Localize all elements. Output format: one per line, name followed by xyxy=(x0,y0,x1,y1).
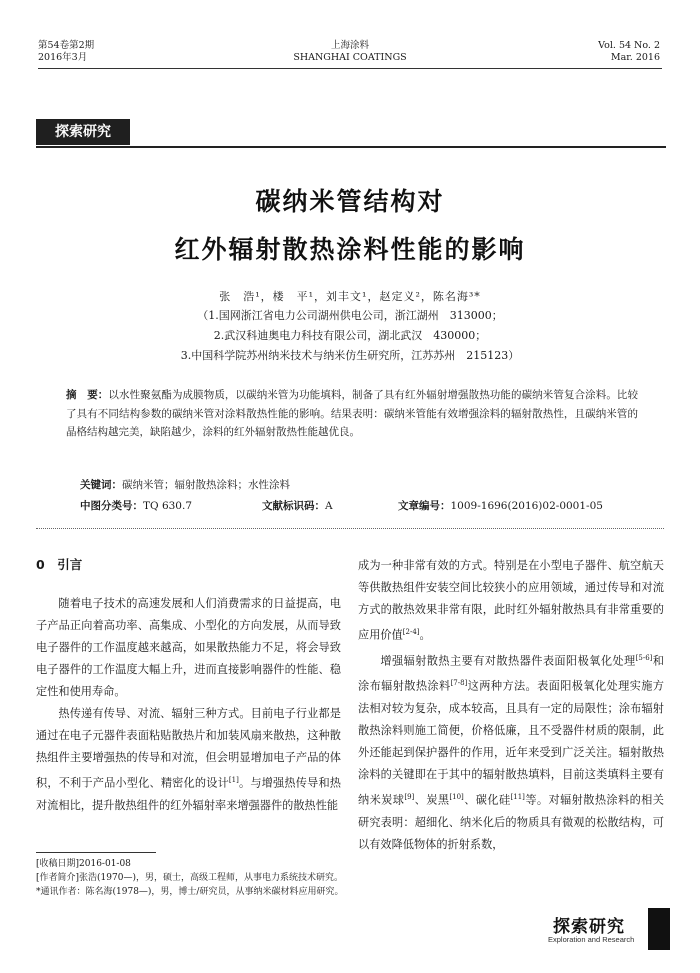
abstract-text: 以水性聚氨酯为成膜物质，以碳纳米管为功能填料，制备了具有红外辐射增强散热功能的碳纳米管复合涂料。比较了具有不同结构参数的碳纳米管对涂料散热性能的影响。结果表明：碳纳米管能有效增强涂料的辐射散热性，且碳纳米管的晶格结构越完美，缺陷越少，涂料的红外辐射散热性能越优良。 xyxy=(66,389,639,438)
abstract-label: 摘 要： xyxy=(66,389,109,401)
paragraph: 随着电子技术的高速发展和人们消费需求的日益提高，电子产品正向着高功率、高集成、小型化的方向发展，从而导致电子器件的工作温度越来越高，如果散热能力不足，将会导致电子器件的工作温度大幅上升，进而直接影响器件的性能、稳定性和使用寿命。 xyxy=(36,597,341,698)
corner-block xyxy=(648,908,670,950)
paragraph-text: 等。对辐射散热涂料的相关研究表明：超细化、纳米化后的物质具有微观的松散结构，可以有效降低物体的折射系数， xyxy=(358,793,664,851)
citation: [10] xyxy=(449,793,464,802)
article-title-line2: 红外辐射散热涂料性能的影响 xyxy=(174,235,526,264)
clc-number xyxy=(80,498,192,513)
abstract xyxy=(66,386,638,442)
paragraph-text: 这两种方法。表面阳极氧化处理实施方法相对较为复杂，成本较高，且具有一定的局限性；涂布辐射散热涂料则施工简便，价格低廉，且不受器件材质的限制，此外还能起到保护器件的作用，近年来受到广泛关注。辐射散热涂料的关键即在于其中的辐射散热填料，目前这类填料主要有纳米炭球 xyxy=(358,680,664,807)
footer-logo-title: 探索研究 xyxy=(553,917,625,937)
paragraph-text: 增强辐射散热主要有对散热器件表面阳极氧化处理 xyxy=(380,654,636,668)
header-divider xyxy=(38,68,662,69)
paragraph xyxy=(36,703,341,817)
affiliation-1: （1.国网浙江省电力公司湖州供电公司，浙江湖州 313000； xyxy=(197,309,503,322)
article-title-line1: 碳纳米管结构对 xyxy=(255,187,445,216)
document-code-value: A xyxy=(325,500,333,512)
footnote-corresponding-author: *通讯作者：陈名海(1978—)，男，博士/研究员，从事纳米碳材料应用研究。 xyxy=(36,887,344,897)
volume-issue-cn: 第54卷第2期 xyxy=(38,40,95,51)
section-tag-divider xyxy=(36,146,666,148)
article-number xyxy=(398,498,603,513)
document-code-label: 文献标识码： xyxy=(262,500,325,512)
paragraph xyxy=(358,555,664,647)
paragraph-text: 。 xyxy=(419,628,431,642)
citation: [2-4] xyxy=(402,628,420,636)
keywords xyxy=(80,477,290,492)
paragraph-text: 热传递有传导、对流、辐射三种方式。目前电子行业都是通过在电子元器件表面粘贴散热片和加装风扇来散热，这种散热组件主要增强热的传导和对流，但会明显增加电子产品的体积，不利于产品小型化、精密化的设计 xyxy=(36,707,341,790)
document-code xyxy=(262,498,333,513)
body-column-right xyxy=(358,555,664,856)
paragraph-text: 。与增强热传导和热对流相比，提升散热组件的红外辐射率来增强器件的散热性能 xyxy=(36,776,341,812)
citation: [11] xyxy=(510,793,525,802)
affiliation-2: 2.武汉科迪奥电力科技有限公司，湖北武汉 430000； xyxy=(213,329,487,342)
citation: [9] xyxy=(404,793,415,802)
journal-name-cn: 上海涂料 xyxy=(330,40,369,51)
journal-volume-en xyxy=(598,40,660,64)
author-list: 张 浩¹，楼 平¹，刘丰文¹，赵定义²，陈名海³* xyxy=(219,290,481,303)
article-number-label: 文章编号： xyxy=(398,500,451,512)
section-tag: 探索研究 xyxy=(36,119,130,145)
footnote-divider xyxy=(36,852,156,853)
section-heading-introduction: 0 引言 xyxy=(36,557,83,572)
paragraph-text: 和涂布辐射散热涂料 xyxy=(358,654,664,694)
clc-label: 中图分类号： xyxy=(80,500,143,512)
footnote-received-date: [收稿日期]2016-01-08 xyxy=(36,859,131,869)
journal-name-en: SHANGHAI COATINGS xyxy=(293,52,407,63)
article-number-value: 1009-1696(2016)02-0001-05 xyxy=(450,500,603,512)
journal-name xyxy=(0,40,700,64)
footer-logo-subtitle: Exploration and Research xyxy=(548,935,635,944)
paragraph-text: 、碳化硅 xyxy=(463,793,511,807)
clc-value: TQ 630.7 xyxy=(143,500,193,512)
date-cn: 2016年3月 xyxy=(38,52,88,63)
volume-issue-en: Vol. 54 No. 2 xyxy=(598,40,660,51)
citation: [1] xyxy=(228,776,239,784)
keywords-label: 关键词： xyxy=(80,479,122,491)
citation: [5-6] xyxy=(635,653,653,662)
paragraph-text: 、炭黑 xyxy=(414,793,450,807)
affiliation-3: 3.中国科学院苏州纳米技术与纳米仿生研究所，江苏苏州 215123） xyxy=(180,349,520,362)
footnote-author-bio: [作者简介]张浩(1970—)，男，硕士，高级工程师，从事电力系统技术研究。 xyxy=(36,873,343,883)
keywords-text: 碳纳米管；辐射散热涂料；水性涂料 xyxy=(122,479,290,491)
paragraph-text: 成为一种非常有效的方式。特别是在小型电子器件、航空航天等供散热组件安装空间比较狭小的应用领域，通过传导和对流方式的散热效果非常有限，此时红外辐射散热具有非常重要的应用价值 xyxy=(358,559,664,642)
citation: [7-8] xyxy=(450,679,468,688)
paragraph xyxy=(358,647,664,856)
body-column-left xyxy=(36,593,341,817)
date-en: Mar. 2016 xyxy=(610,52,660,63)
abstract-divider xyxy=(36,528,664,529)
